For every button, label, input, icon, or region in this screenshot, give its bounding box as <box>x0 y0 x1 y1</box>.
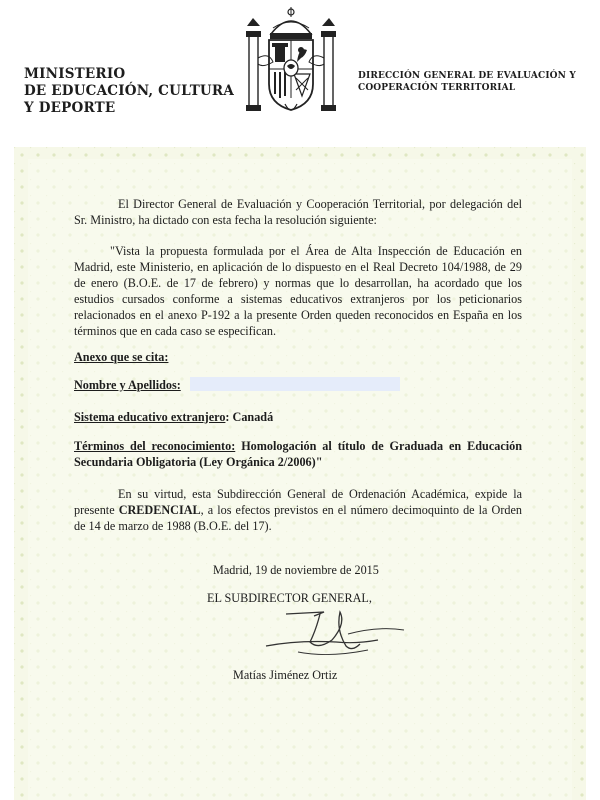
intro-paragraph: El Director General de Evaluación y Cooperación Territorial, por delegación del Sr. Ministro, ha dictado con esta fecha la resolución siguiente: <box>74 197 522 227</box>
closing-text-after: , a los efectos previstos en el número decimoquinto de la Orden de 14 de marzo de 1988 (B.O.E. del 17). <box>74 503 522 533</box>
closing-text-before: En su virtud, esta Subdirección General de Ordenación Académica, expide la presente <box>74 487 522 517</box>
ministry-name <box>24 66 234 117</box>
system-value: : Canadá <box>225 410 274 424</box>
resolution-quote: "Vista la propuesta formulada por el Área de Alta Inspección de Educación en Madrid, este Ministerio, en aplicación de lo dispuesto en el Real Decreto 104/1988, de 29 de enero (B.O.E. de 17 de febrero) y normas que lo desarrollan, ha acordado que los estudios cursados conforme a sistemas educativos extranjeros por los peticionarios relacionados en el anexo P-192 a la presente Orden queden reconocidos en España en los términos que en cada caso se especifican. <box>74 244 522 338</box>
system-label: Sistema educativo extranjero <box>74 410 226 424</box>
department-line-2: COOPERACIÓN TERRITORIAL <box>358 83 516 93</box>
annex-heading-text: Anexo que se cita: <box>74 350 169 364</box>
terms-row <box>74 438 522 470</box>
handwritten-signature-icon <box>228 600 428 670</box>
date-place: Madrid, 19 de noviembre de 2015 <box>213 563 379 577</box>
department-name <box>358 70 594 94</box>
ministry-line-3: Y DEPORTE <box>24 100 116 116</box>
letterhead <box>0 0 600 140</box>
ministry-line-1: MINISTERIO <box>24 66 126 82</box>
name-label: Nombre y Apellidos: <box>74 378 181 392</box>
terms-label: Términos del reconocimiento: <box>74 439 236 453</box>
department-line-1: DIRECCIÓN GENERAL DE EVALUACIÓN Y <box>358 71 576 81</box>
annex-heading <box>74 349 522 365</box>
closing-paragraph <box>74 486 522 534</box>
signer-title: EL SUBDIRECTOR GENERAL, <box>207 591 372 605</box>
system-row <box>74 409 522 425</box>
ministry-line-2: DE EDUCACIÓN, CULTURA <box>24 83 235 99</box>
credential-word: CREDENCIAL <box>118 503 201 517</box>
signer-name: Matías Jiménez Ortiz <box>233 668 338 682</box>
name-row <box>74 377 522 393</box>
redacted-name <box>190 377 400 391</box>
coat-of-arms-icon <box>241 6 341 124</box>
terms-value: Homologación al título de Graduada en Educación Secundaria Obligatoria (Ley Orgánica 2/2006)" <box>74 439 522 469</box>
